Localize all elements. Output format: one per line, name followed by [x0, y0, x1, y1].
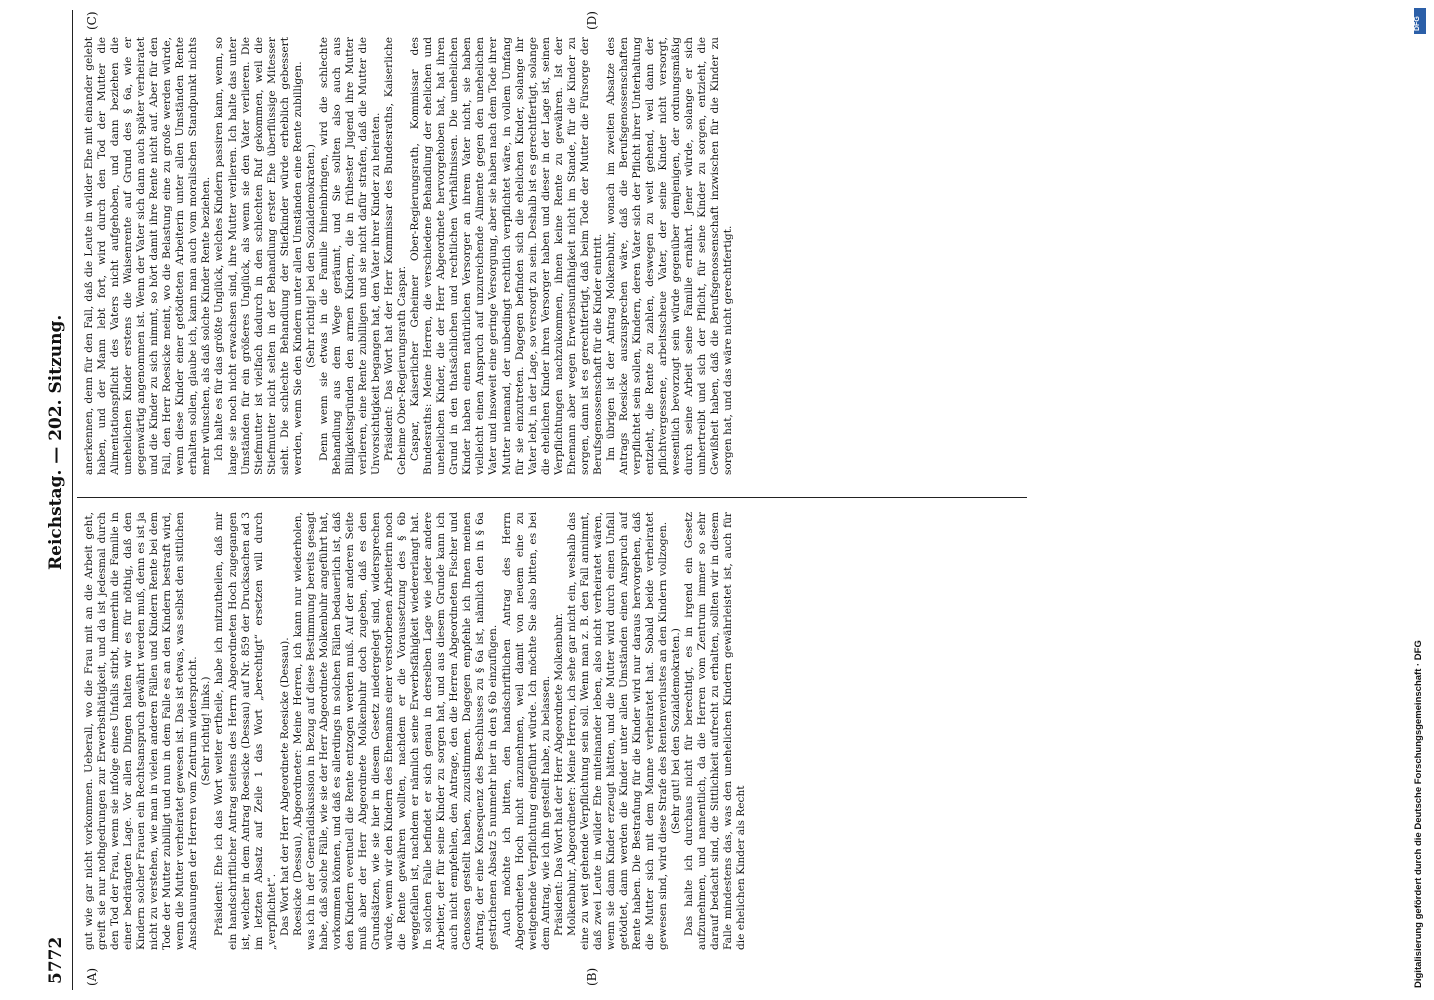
- right-text-column: [83, 37, 1023, 475]
- interjection: (Sehr richtig! links.): [200, 676, 213, 786]
- paragraph: Präsident: Ehe ich das Wort weiter ertheile, habe ich mitzutheilen, daß mir ein handschriftlicher Antrag seitens des Herrn Abgeordneten Hoch zugegangen ist, welcher in dem Antrag Roesicke (Dessau) auf Nr. 859 der Drucksachen ad 3 im letzten Absatz auf Zeile 1 das Wort „berechtigt“ ersetzen will durch „verpflichtet“.: [213, 512, 278, 950]
- paragraph: Auch möchte ich bitten, den handschriftlichen Antrag des Herrn Abgeordneten Hoch nicht anzunehmen, weil damit von neuem eine zu weitgehende Verpflichtung eingeführt würde. Ich möchte Sie also bitten, es bei dem Antrag, wie ich ihn gestellt habe, zu belassen.: [500, 512, 552, 950]
- paragraph: Ich halte es für das größte Unglück, welches Kindern passiren kann, wenn, so lange sie noch nicht erwachsen sind, ihre Mutter verlieren. Ich halte das unter Umständen für ein größeres Unglück, als wenn sie den Vater verlieren. Die Stiefmutter ist vielfach dadurch in den schlechten Ruf gekommen, weil die Stiefmutter nicht selten in der Behandlung erster Ehe überflüssige Mitesser sieht. Die schlechte Behandlung der Stiefkinder würde erheblich gebessert werden, wenn Sie den Kindern unter allen Umständen eine Rente zubilligen.: [213, 37, 304, 475]
- scanned-page: [45, 10, 1400, 990]
- page-header: [45, 10, 67, 990]
- margin-mark-c: (C): [85, 11, 99, 30]
- paragraph: Das Wort hat der Herr Abgeordnete Roesicke (Dessau).: [278, 637, 291, 936]
- paragraph: Präsident: Das Wort hat der Herr Kommissar des Bundesraths, Kaiserliche Geheime Ober-Regierungsrath Caspar.: [383, 37, 409, 475]
- dfg-logo: [1414, 8, 1426, 34]
- column-rule: [77, 497, 1027, 498]
- paragraph: Denn wenn sie etwas in die Familie hineinbringen, wird die schlechte Behandlung aus dem Wege geräumt, und Sie sollten also auch aus Billigkeitsgründen den armen Kindern, die in frühester Jugend ihre Mutter verlieren, eine Rente zubilligen und sie nicht dafür strafen, daß die Mutter die Unvorsichtigkeit begangen hat, den Vater ihrer Kinder zu heiraten.: [317, 37, 383, 475]
- header-rule: [72, 10, 73, 990]
- margin-mark-a: (A): [85, 967, 99, 986]
- paragraph: Molkenbuhr, Abgeordneter: Meine Herren, ich sehe gar nicht ein, weshalb das eine zu weit gehende Verpflichtung sein soll. Wenn man z. B. den Fall annimmt, daß zwei Leute in wilder Ehe miteinander leben, also nicht verheiratet wären, wenn sie dann Kinder erzeugt hätten, und die Mutter wird durch einen Unfall getödtet, dann werden die Kinder unter allen Umständen einen Anspruch auf Rente haben. Die Bestrafung für die Kinder wird nur daraus hervorgehen, daß die Mutter sich mit dem Manne verheiratet hat. Sobald beide verheiratet gewesen sind, wird diese Strafe des Rentenverlustes an den Kindern vollzogen.: [565, 512, 670, 950]
- funding-note-text: Digitalisierung gefördert durch die Deutsche Forschungsgemeinschaft · DFG: [1413, 640, 1424, 988]
- left-text-column: [83, 512, 1023, 950]
- interjection: (Sehr gut! bei den Sozialdemokraten.): [670, 628, 683, 834]
- margin-mark-d: (D): [585, 11, 599, 30]
- interjection: (Sehr richtig! bei den Sozialdemokraten.): [304, 144, 317, 368]
- funding-note: [1405, 0, 1434, 1000]
- left-running-title: Reichstag. — 202. Sitzung.: [46, 314, 66, 570]
- paragraph: Roesicke (Dessau), Abgeordneter: Meine Herren, ich kann nur wiederholen, was ich in der Generaldiskussion in Bezug auf diese Bestimmung bereits gesagt habe, daß solche Fälle, wie sie der Herr Abgeordnete Molkenbuhr angeführt hat, vorkommen können, und daß es allerdings in solchen Fällen bedauerlich ist, daß den Kindern eventuell die Rente entzogen werden muß. Auf der anderen Seite muß aber der Herr Abgeordnete Molkenbuhr doch zugeben, daß es den Grundsätzen, wie sie hier in diesem Gesetz niedergelegt sind, widersprechen würde, wenn wir den Kindern des Ehemanns einer verstorbenen Arbeiterin noch die Rente gewähren wollten, nachdem er die Voraussetzung des § 6b weggefallen ist, nachdem er nämlich seine Erwerbsfähigkeit wiedererlangt hat. In solchen Falle befindet er sich genau in derselben Lage wie jeder andere Arbeiter, der für seine Kinder zu sorgen hat, und aus diesem Grunde kann ich auch nicht empfehlen, den Antrage, den die Herren Abgeordneten Fischer und Genossen gestellt haben, zuzustimmen. Dagegen empfehle ich Ihnen meinen Antrag, der eine Konsequenz des Beschlusses zu § 6a ist, nämlich den in § 6a gestrichenen Absatz 5 nunmehr hier in den § 6b einzufügen.: [291, 512, 500, 950]
- paragraph: Caspar, Kaiserlicher Geheimer Ober-Regierungsrath, Kommissar des Bundesraths: Meine Herren, die verschiedene Behandlung der ehelichen und unehelichen Kinder, die der Herr Abgeordnete hervorgehoben hat, hat ihren Grund in den thatsächlichen und rechtlichen Verhältnissen. Die unehelichen Kinder haben einen natürlichen Versorger an ihrem Vater nicht, sie haben vielleicht einen Anspruch auf unzureichende Alimente gegen den unehelichen Vater und insoweit eine geringe Versorgung, aber sie haben nach dem Tode ihrer Mutter niemand, der unbedingt rechtlich verpflichtet wäre, in vollem Umfang für sie einzutreten. Dagegen befinden sich die ehelichen Kinder, solange ihr Vater lebt, in der Lage, so versorgt zu sein. Deshalb ist es gerechtfertigt, solange die ehelichen Kinder ihren Versorger haben und dieser in der Lage ist, seinen Verpflichtungen nachzukommen, ihnen keine Rente zu gewähren. Ist der Ehemann aber wegen Erwerbsunfähigkeit nicht im Stande, für die Kinder zu sorgen, dann ist es gerechtfertigt, daß beim Tode der Mutter die Fürsorge der Berufsgenossenschaft für die Kinder eintritt.: [409, 37, 604, 475]
- paragraph: Das halte ich durchaus nicht für berechtigt, es in irgend ein Gesetz aufzunehmen, und namentlich, da die Herren vom Zentrum immer so sehr darauf bedacht sind, die Sittlichkeit aufrecht zu erhalten, sollten wir in diesem Falle mindestens das, was den unehelichen Kindern gewährleistet ist, auch für die ehelichen Kinder als Recht: [683, 512, 748, 950]
- paragraph: Im übrigen ist der Antrag Molkenbuhr, wonach im zweiten Absatze des Antrags Roesicke auszusprechen wäre, daß die Berufsgenossenschaften verpflichtet sein sollen, Kindern, deren Vater sich der Pflicht ihrer Unterhaltung entzieht, die Rente zu zahlen, deswegen zu weit gehend, weil dann der pflichtvergessene, arbeitsscheue Vater, der seine Kinder nicht versorgt, wesentlich bevorzugt sein würde gegenüber demjenigen, der ordnungsmäßig durch seine Arbeit seine Familie ernährt. Jener würde, solange er sich umhertreibt und sich der Pflicht, für seine Kinder zu sorgen, entzieht, die Gewißheit haben, daß die Berufsgenossenschaft inzwischen für die Kinder zu sorgen hat, und das wäre nicht gerechtfertigt.: [604, 37, 735, 475]
- page-number: 5772: [46, 936, 66, 984]
- paragraph: anerkennen, denn für den Fall, daß die Leute in wilder Ehe mit einander gelebt haben, und der Mann lebt fort, wird durch den Tod der Mutter die Alimentationspflicht des Vaters nicht aufgehoben, und dann beziehen die unehelichen Kinder erstens die Waisenrente auf Grund des § 6a, wie er gegenwärtig angenommen ist. Wenn der Vater sich dann auch später verheiratet und die Kinder zu sich nimmt, so hört damit ihre Rente nicht auf. Aber für den Fall, den Herr Roesicke meint, wo die Belastung eine zu große werden würde, wenn diese Kinder einer getödteten Arbeiterin unter allen Umständen Rente erhalten sollen, glaube ich, kann man auch vom moralischen Standpunkt nichts mehr wünschen, als daß solche Kinder Rente beziehen.: [83, 37, 213, 475]
- paragraph: Präsident: Das Wort hat der Herr Abgeordnete Molkenbuhr.: [552, 612, 565, 936]
- margin-mark-b: (B): [585, 967, 599, 986]
- dfg-logo-text: DFG: [1414, 16, 1421, 31]
- paragraph: gut wie gar nicht vorkommen. Ueberall, wo die Frau mit an die Arbeit geht, greift sie nur nothgedrungen zur Erwerbsthätigkeit, und da ist jedesmal durch den Tod der Frau, wenn sie infolge eines Unfalls stirbt, immerhin die Familie in einer bedrängten Lage. Vor allen Dingen halten wir es für nöthig, daß den Kindern solcher Frauen ein Rechtsanspruch gewährt werden muß, denn es ist ja nicht zu verstehen, wie man in vielen anderen Fällen und Kindern Rente bei dem Tode der Mutter zubilligt und nun in dem Falle es an den Kindern bestraft wird, wenn die Mutter verheiratet gewesen ist. Das ist etwas, was selbst den sittlichen Anschauungen der Herren vom Zentrum widerspricht.: [83, 512, 200, 950]
